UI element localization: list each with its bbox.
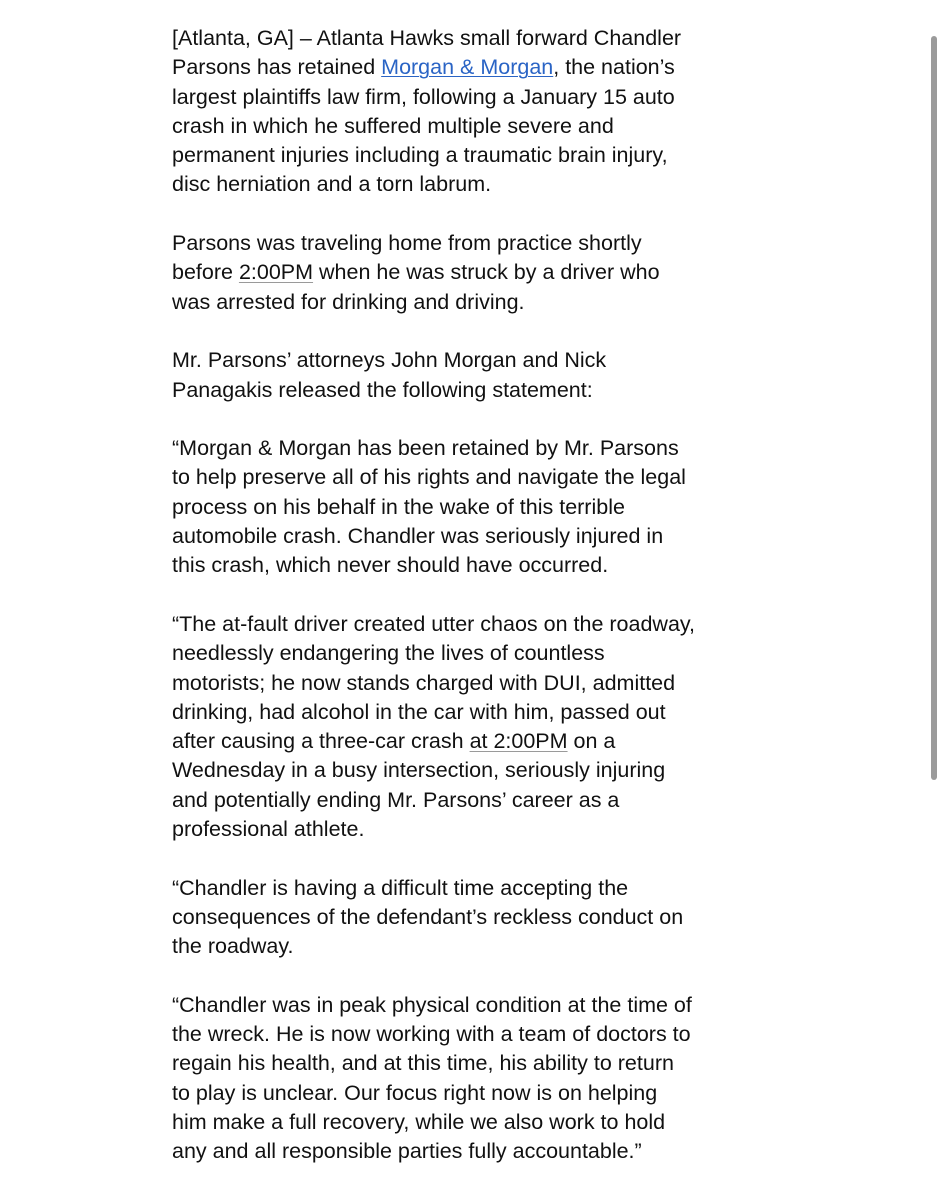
time-data-detector[interactable]: at 2:00PM (469, 729, 568, 754)
morgan-and-morgan-link[interactable]: Morgan & Morgan (381, 55, 554, 80)
scrollbar-thumb[interactable] (931, 36, 937, 780)
press-release-body (172, 24, 772, 1167)
intro-text-end: , the nation’s largest plaintiffs law firm, following a January 15 auto crash in which he suffered multiple severe and permanent injuries including a traumatic brain injury, disc herniation and a torn labrum. (172, 55, 675, 197)
paragraph-incident (172, 229, 772, 317)
paragraph-attorneys: Mr. Parsons’ attorneys John Morgan and Nick Panagakis released the following statement: (172, 348, 607, 402)
paragraph-statement-recovery: “Chandler was in peak physical condition at the time of the wreck. He is now working with a team of doctors to regain his health, and at this time, his ability to return to play is unclear. Our focus right now is on helping him make a full recovery, while we also work to hold any and all responsible parties fully accountable.” (172, 992, 692, 1164)
time-data-detector[interactable]: 2:00PM (238, 260, 314, 285)
paragraph-statement-retained: “Morgan & Morgan has been retained by Mr. Parsons to help preserve all of his rights and navigate the legal process on his behalf in the wake of this terrible automobile crash. Chandler was seriously injured in this crash, which never should have occurred. (172, 436, 686, 578)
intro-text-start: [Atlanta, GA] – Atlanta Hawks small forward Chandler Parsons has retained (172, 26, 682, 80)
driver-text-start: “The at-fault driver created utter chaos on the roadway, needlessly endangering the lives of countless motorists; he now stands charged with DUI, admitted drinking, had alcohol in the car with him, passed out after causing a three-car crash (172, 611, 696, 754)
vertical-scrollbar[interactable] (928, 0, 940, 1200)
driver-text-end: on a Wednesday in a busy intersection, seriously injuring and potentially ending Mr. Parsons’ career as a professional athlete. (172, 729, 666, 842)
incident-text-start: Parsons was traveling home from practice shortly before (172, 231, 642, 285)
paragraph-statement-driver (172, 610, 772, 844)
incident-text-end: when he was struck by a driver who was arrested for drinking and driving. (172, 260, 660, 314)
paragraph-intro (172, 24, 772, 200)
paragraph-statement-consequences: “Chandler is having a difficult time accepting the consequences of the defendant’s reckless conduct on the roadway. (172, 875, 684, 959)
